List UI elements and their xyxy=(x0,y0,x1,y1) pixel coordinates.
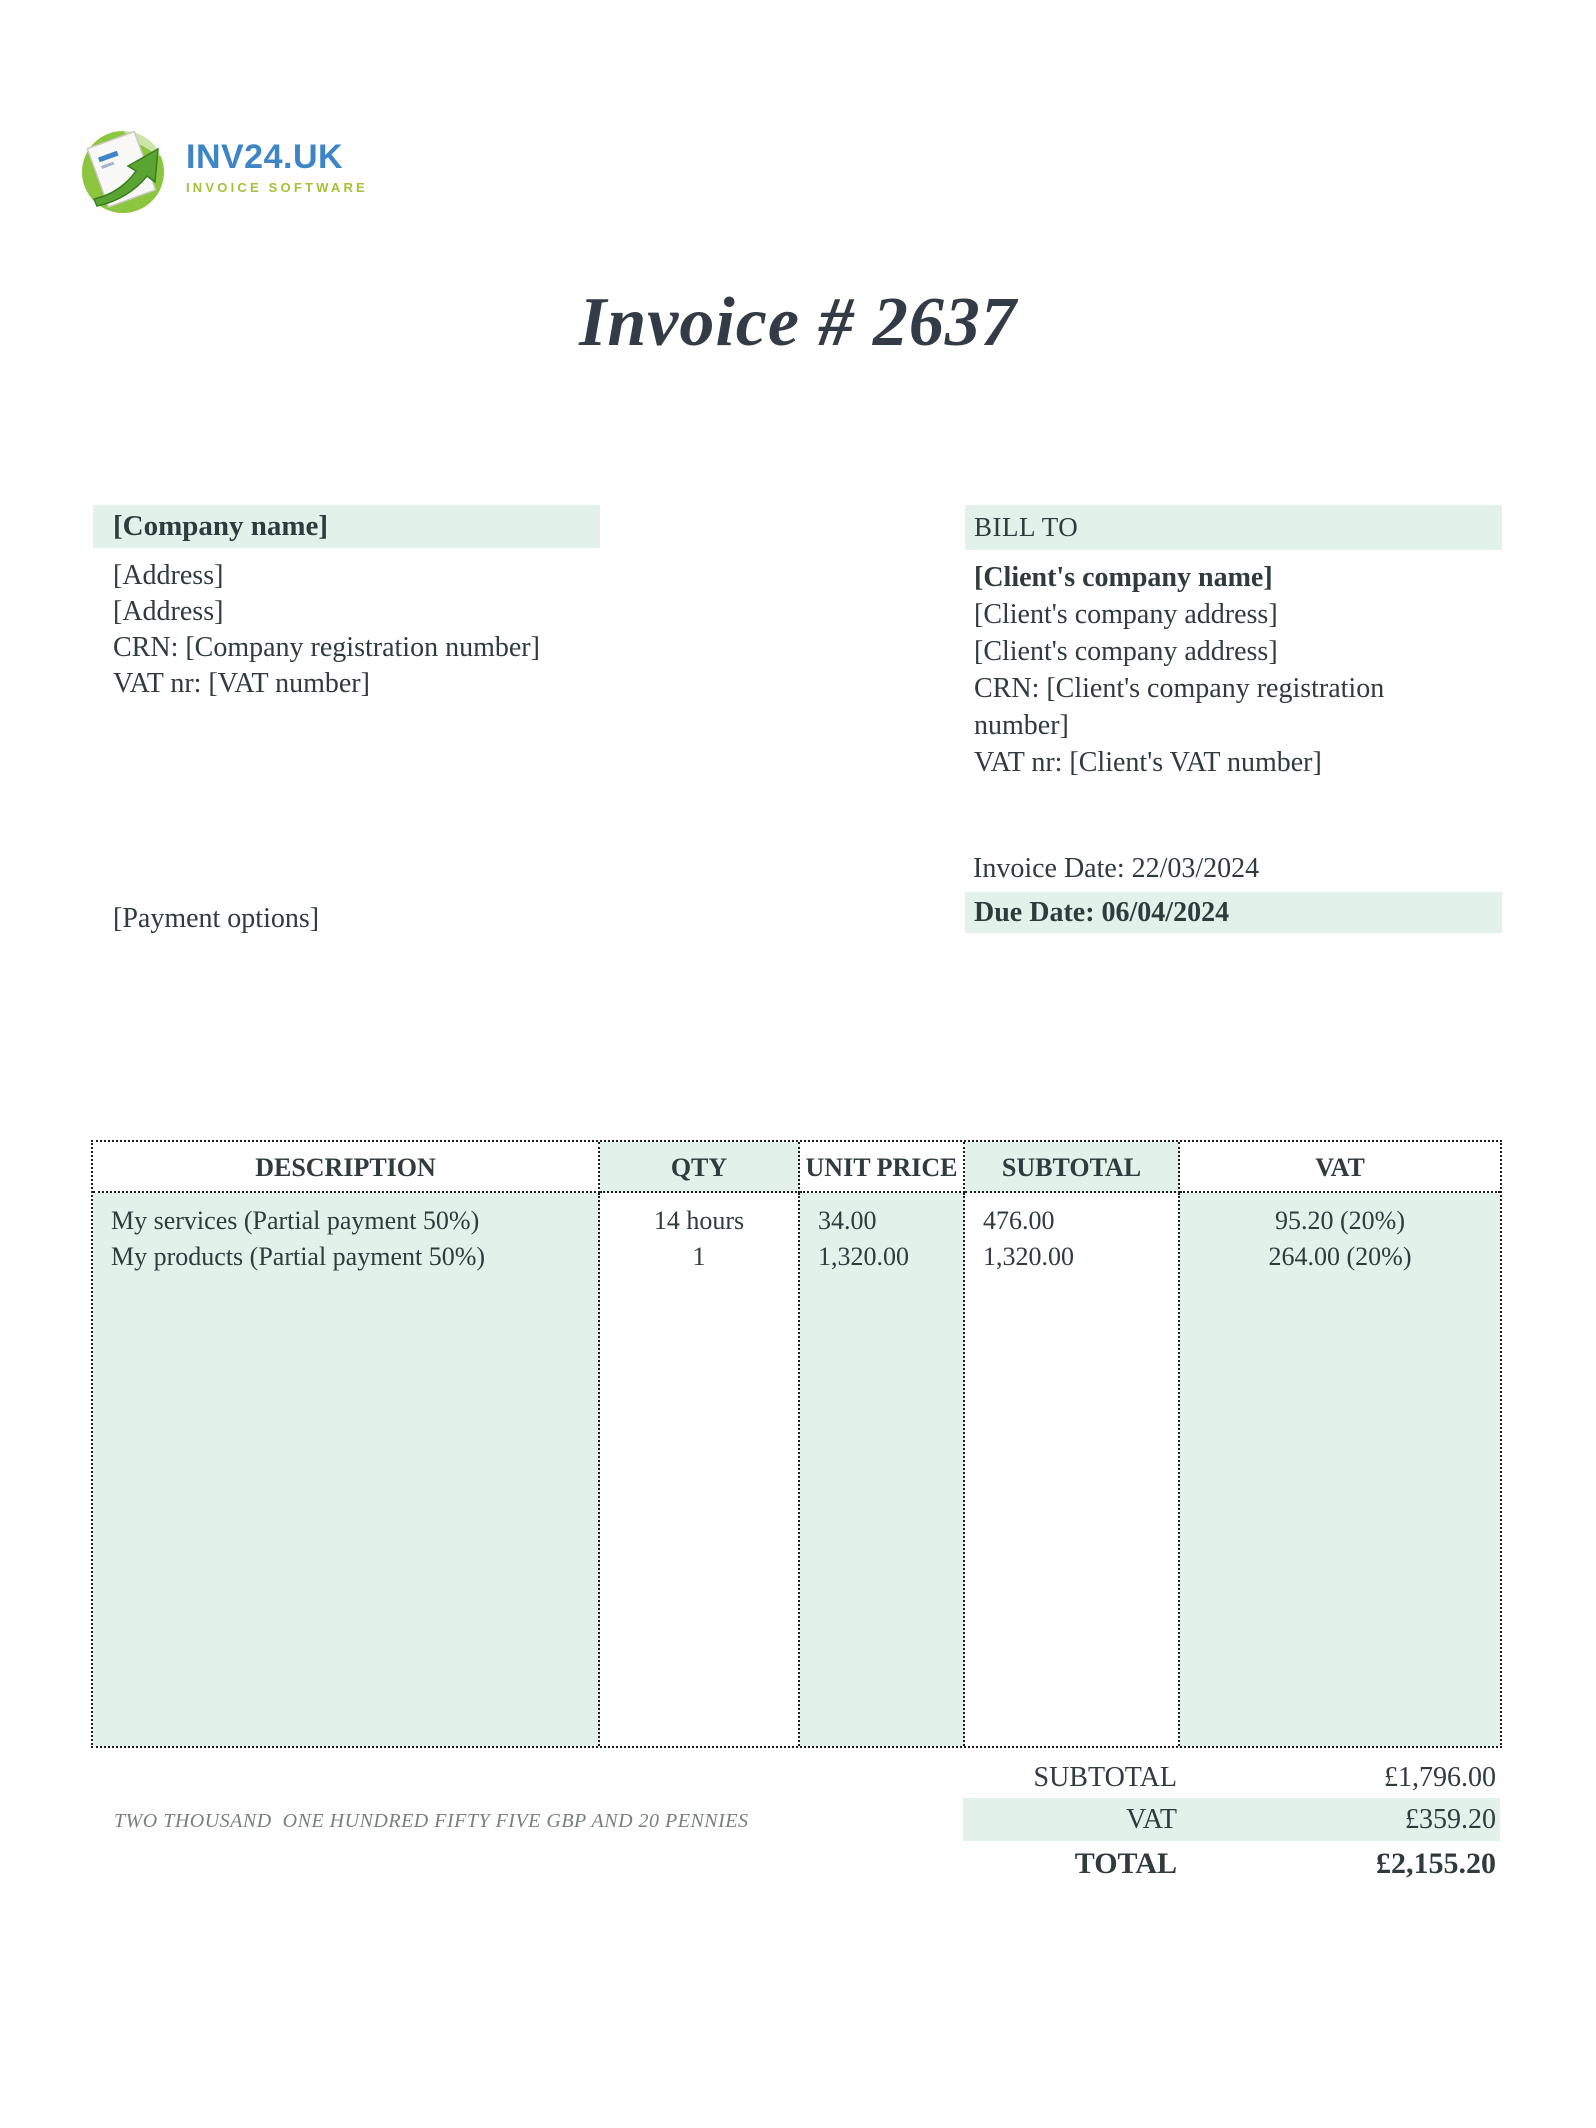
invoice-title: Invoice # 2637 xyxy=(579,284,1017,361)
subtotal-value: £1,796.00 xyxy=(1384,1761,1496,1793)
column-vat xyxy=(1180,1193,1500,1746)
vat-value: £359.20 xyxy=(1405,1803,1496,1835)
seller-details xyxy=(93,558,600,702)
seller-address-line-1: [Address] xyxy=(113,560,224,591)
subtotal-row xyxy=(963,1757,1500,1798)
vat-label: VAT xyxy=(1126,1803,1177,1835)
header-unit-price: UNIT PRICE xyxy=(800,1142,965,1193)
logo-tagline: INVOICE SOFTWARE xyxy=(186,180,368,195)
column-description xyxy=(93,1193,600,1746)
item-description: My products (Partial payment 50%) xyxy=(111,1242,486,1271)
logo-brand: INV24.UK xyxy=(186,138,344,176)
column-subtotal xyxy=(965,1193,1180,1746)
invoice-date: Invoice Date: 22/03/2024 xyxy=(973,853,1260,884)
seller-block xyxy=(93,505,600,702)
logo-text xyxy=(186,122,368,195)
payment-options: [Payment options] xyxy=(113,903,320,934)
bill-to-block xyxy=(965,505,1502,781)
item-vat: 264.00 (20%) xyxy=(1268,1242,1412,1271)
client-vat-number: VAT nr: [Client's VAT number] xyxy=(974,747,1322,778)
item-unit-price: 34.00 xyxy=(818,1206,877,1235)
column-unit-price xyxy=(800,1193,965,1746)
item-qty: 1 xyxy=(692,1242,706,1271)
item-qty: 14 hours xyxy=(653,1206,745,1235)
logo-growth-arrow-icon xyxy=(76,122,176,217)
item-subtotal: 1,320.00 xyxy=(983,1242,1074,1271)
amount-in-words: TWO THOUSAND ONE HUNDRED FIFTY FIVE GBP AND 20 PENNIES xyxy=(114,1810,749,1832)
items-table xyxy=(91,1140,1502,1748)
items-table-header-row xyxy=(93,1142,1500,1193)
item-vat: 95.20 (20%) xyxy=(1275,1206,1405,1235)
logo xyxy=(76,122,368,217)
bill-to-heading: BILL TO xyxy=(965,505,1502,550)
total-row xyxy=(963,1841,1500,1887)
seller-crn: CRN: [Company registration number] xyxy=(113,632,540,663)
header-subtotal: SUBTOTAL xyxy=(965,1142,1180,1193)
seller-address-line-2: [Address] xyxy=(113,596,224,627)
header-description: DESCRIPTION xyxy=(93,1142,600,1193)
client-address-line-2: [Client's company address] xyxy=(974,636,1278,667)
header-vat: VAT xyxy=(1180,1142,1500,1193)
item-unit-price: 1,320.00 xyxy=(818,1242,909,1271)
due-date: Due Date: 06/04/2024 xyxy=(965,892,1502,933)
column-qty xyxy=(600,1193,800,1746)
vat-row xyxy=(963,1798,1500,1841)
item-subtotal: 476.00 xyxy=(983,1206,1055,1235)
items-table-body xyxy=(93,1193,1500,1746)
header-qty: QTY xyxy=(600,1142,800,1193)
seller-vat-number: VAT nr: [VAT number] xyxy=(113,668,370,699)
subtotal-label: SUBTOTAL xyxy=(1033,1761,1177,1793)
total-value: £2,155.20 xyxy=(1376,1847,1496,1880)
item-description: My services (Partial payment 50%) xyxy=(111,1206,480,1235)
client-crn: CRN: [Client's company registration number] xyxy=(974,673,1385,741)
total-label: TOTAL xyxy=(1074,1847,1177,1880)
seller-company-name: [Company name] xyxy=(93,505,600,548)
totals-block xyxy=(963,1757,1500,1887)
client-address-line-1: [Client's company address] xyxy=(974,599,1278,630)
client-details xyxy=(965,596,1502,781)
client-company-name: [Client's company name] xyxy=(974,562,1273,593)
